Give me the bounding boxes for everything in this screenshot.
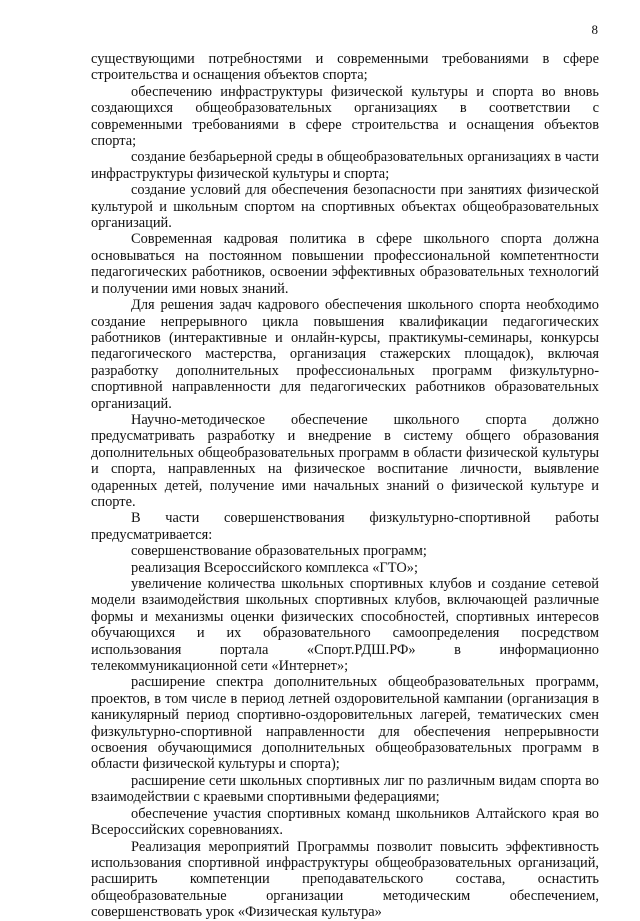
paragraph: создание безбарьерной среды в общеобразовательных организациях в части инфраструктуры физической культуры и спорта; (91, 149, 599, 182)
paragraph: совершенствование образовательных программ; (131, 543, 427, 560)
paragraph: существующими потребностями и современными требованиями в сфере строительства и оснащения объектов спорта; (91, 51, 599, 84)
paragraph: реализация Всероссийского комплекса «ГТО»; (131, 559, 418, 576)
paragraph: расширение сети школьных спортивных лиг по различным видам спорта во взаимодействии с краевыми спортивными федерациями; (91, 772, 599, 806)
paragraph: Научно-методическое обеспечение школьного спорта должно предусматривать разработку и внедрение в систему общего образования дополнительных общеобразовательных программ в области физической культуры и спорта, направленных на физическое воспитание личности, выявление одаренных детей, получение ими начальных знаний о физической культуре и спорте. (91, 411, 599, 510)
paragraph: Современная кадровая политика в сфере школьного спорта должна основываться на постоянном повышении профессиональной компетентности педагогических работников, освоении эффективных образовательных технологий и получении ими новых знаний. (91, 231, 599, 297)
paragraph: Для решения задач кадрового обеспечения школьного спорта необходимо создание непрерывного цикла повышения квалификации педагогических работников (интерактивные и онлайн-курсы, практикумы-семинары, конкурсы педагогического мастерства, организация стажерских площадок), включая разработку дополнительных профессиональных программ физкультурно-спортивной направленности для педагогических работников образовательных организаций. (91, 297, 599, 412)
document-body (91, 51, 599, 921)
paragraph: обеспечение участия спортивных команд школьников Алтайского края во Всероссийских соревнованиях. (91, 805, 599, 839)
paragraph: обеспечению инфраструктуры физической культуры и спорта во вновь создающихся общеобразовательных организациях в соответствии с современными требованиями в сфере строительства и оснащения объектов спорта; (91, 83, 599, 150)
paragraph: создание условий для обеспечения безопасности при занятиях физической культурой и школьным спортом на спортивных объектах общеобразовательных организаций. (91, 182, 599, 232)
paragraph: В части совершенствования физкультурно-спортивной работы предусматривается: (91, 510, 599, 543)
paragraph: Реализация мероприятий Программы позволит повысить эффективность использования спортивной инфраструктуры общеобразовательных организаций, расширить компетенции преподавательского состава, оснастить общеобразовательные организации методическим обеспечением, совершенствовать урок «Физическая культура» (91, 838, 599, 921)
paragraph: увеличение количества школьных спортивных клубов и создание сетевой модели взаимодействия школьных спортивных клубов, включающей различные формы и механизмы оценки физических способностей, спортивных интересов обучающихся и их образовательного самоопределения посредством использования портала «Спорт.РДШ.РФ» в информационно телекоммуникационной сети «Интернет»; (91, 576, 599, 675)
page-number: 8 (591, 22, 598, 37)
paragraph: расширение спектра дополнительных общеобразовательных программ, проектов, в том числе в период летней оздоровительной кампании (организация в каникулярный период спортивно-оздоровительных лагерей, тематических смен физкультурно-спортивной направленности для обеспечения непрерывности освоения обучающимися дополнительных общеобразовательных программ в области физической культуры и спорта); (91, 674, 599, 773)
